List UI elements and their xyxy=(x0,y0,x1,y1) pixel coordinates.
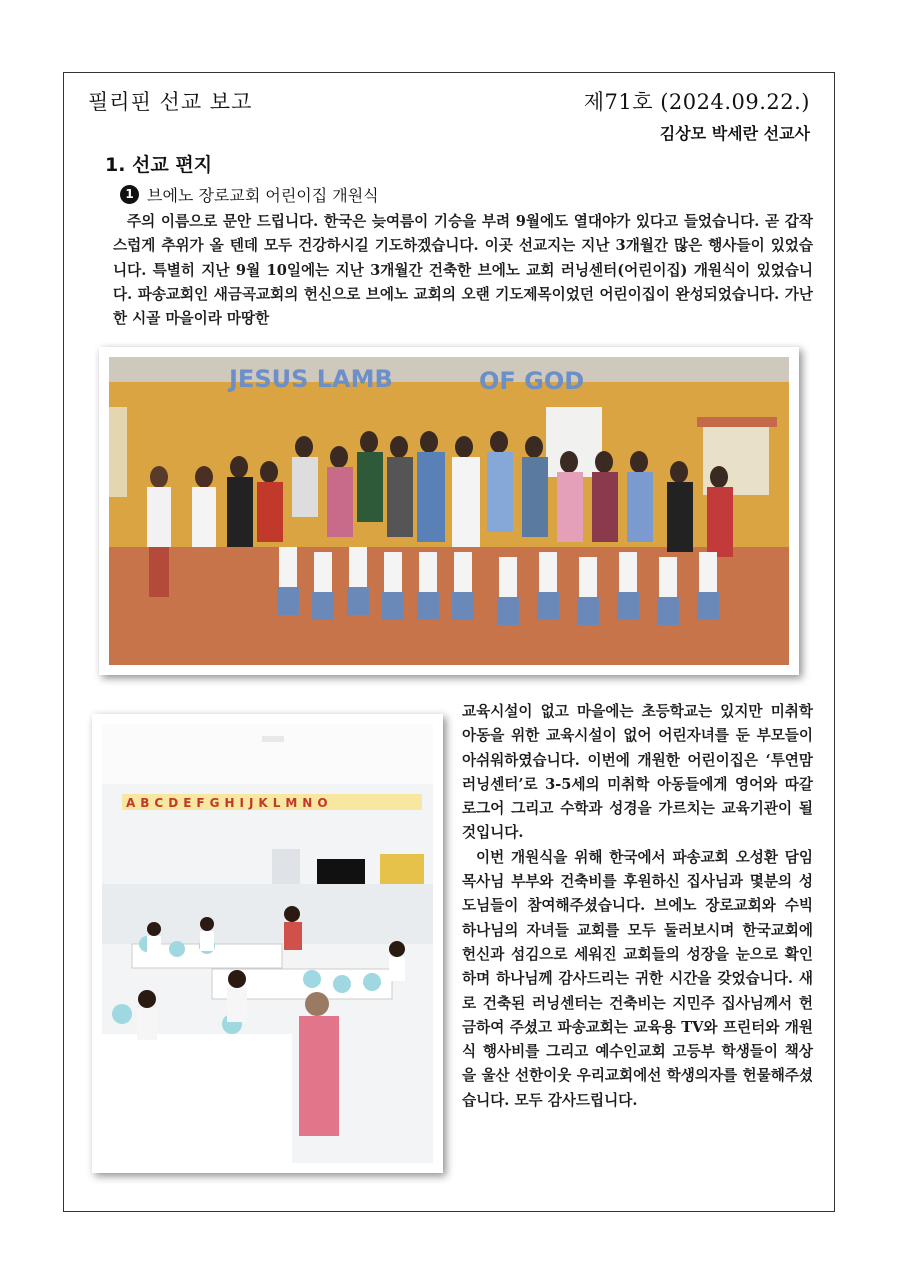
letter-paragraph-2 xyxy=(462,700,813,1113)
alphabet-banner: ABCDEFGHIJKLMNO xyxy=(126,796,333,810)
letter-paragraph-1 xyxy=(113,210,813,331)
banner-jesus-lamb: JESUS LAMB xyxy=(229,365,393,393)
paragraph-text: 주의 이름으로 문안 드립니다. 한국은 늦여름이 기승을 부려 9월에도 열대야가 있다고 들었습니다. 곧 갑작스럽게 추위가 올 텐데 모두 건강하시길 기도하겠습니다. 이곳 선교지는 지난 3개월간 많은 행사들이 있었습니다. 특별히 지난 9월 10일에는 지난 3개월간 건축한 브에노 교회 러닝센터(어린이집) 개원식이 있었습니다. 파송교회인 새금곡교회의 헌신으로 브에노 교회의 오랜 기도제목이었던 어린이집이 완성되었습니다. 가난한 시골 마을이라 마땅한 xyxy=(113,213,813,328)
author-names: 김상모 박세란 선교사 xyxy=(659,124,810,143)
banner-of-god: OF GOD xyxy=(479,367,585,395)
subheading-text: 브에노 장로교회 어린이집 개원식 xyxy=(147,186,379,205)
classroom-photo xyxy=(92,714,443,1173)
issue-number: 제71호 (2024.09.22.) xyxy=(583,90,810,114)
paragraph-text: 이번 개원식을 위해 한국에서 파송교회 오성환 담임목사님 부부와 건축비를 후원하신 집사님과 몇분의 성도님들이 참여해주셨습니다. 브에노 장로교회와 수빅 하나님의 자녀들 교회를 모두 둘러보시며 한국교회에 헌신과 섬김으로 세워진 교회들의 성장을 눈으로 확인하며 하나님께 감사드리는 귀한 시간을 갖었습니다. 새로 건축된 러닝센터는 건축비는 지민주 집사님께서 헌금하여 주셨고 파송교회는 교육용 TV와 프린터와 개원식 행사비를 그리고 예수인교회 고등부 학생들이 책상을 울산 선한이웃 우리교회에선 학생의자를 헌물해주셨습니다. 모두 감사드립니다. xyxy=(462,848,813,1109)
subheading xyxy=(120,183,379,206)
number-bullet: 1 xyxy=(120,185,139,204)
section-heading: 1. 선교 편지 xyxy=(105,154,213,176)
group-photo xyxy=(99,347,799,675)
paragraph-text: 교육시설이 없고 마을에는 초등학교는 있지만 미취학 아동을 위한 교육시설이 없어 어린자녀를 둔 부모들이 아쉬워하였습니다. 이번에 개원한 어린이집은 ‘투연맘 러닝센터’로 3-5세의 미취학 아동들에게 영어와 따갈로그어 그리고 수학과 성경을 가르치는 교육기관이 될 것입니다. xyxy=(462,703,813,842)
newsletter-title: 필리핀 선교 보고 xyxy=(88,90,253,114)
